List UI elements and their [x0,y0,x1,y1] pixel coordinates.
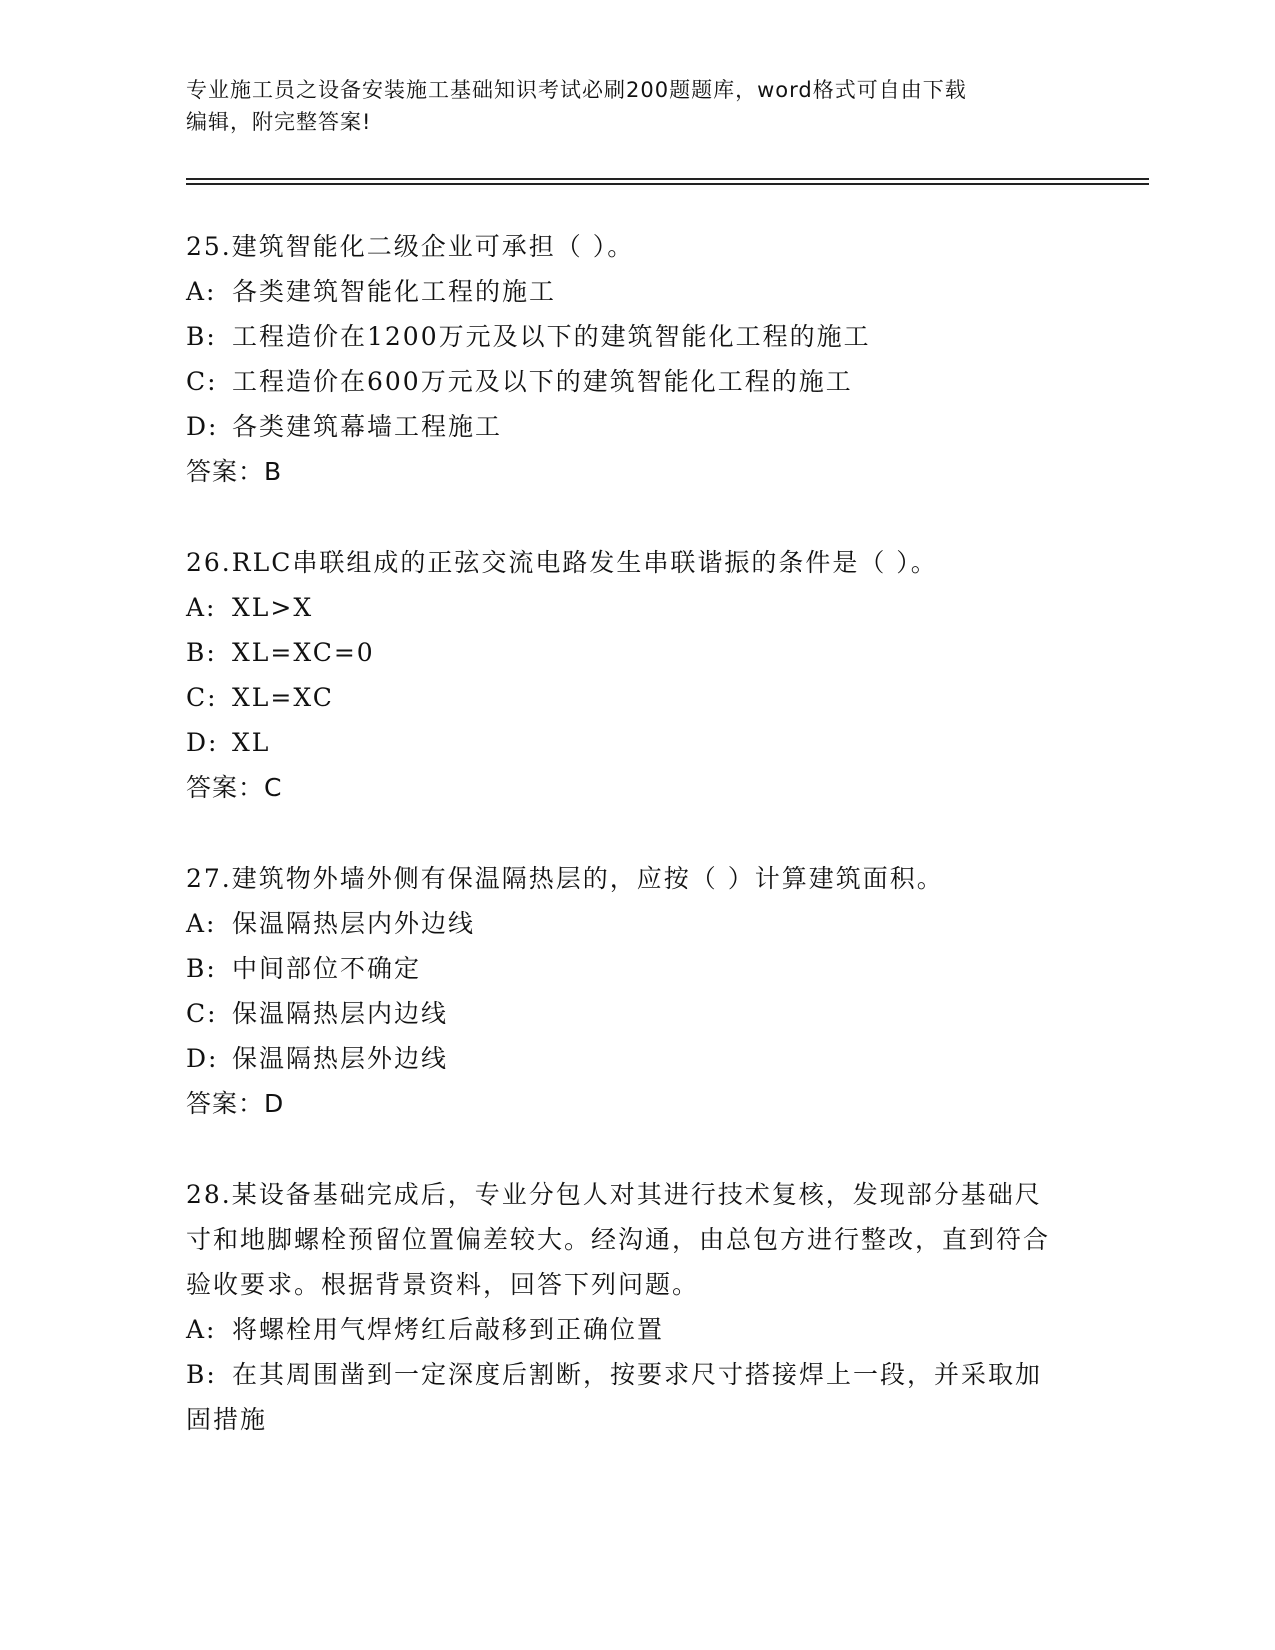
option-text: 在其周围凿到一定深度后割断，按要求尺寸搭接焊上一段，并采取加固措施 [186,1360,1043,1434]
option-key: B: [186,638,217,667]
question-number: 25. [186,232,232,261]
option-key: D: [186,412,219,441]
option-c [186,991,1086,1036]
option-d [186,404,1086,449]
option-b [186,1352,1066,1442]
option-key: B: [186,1360,217,1389]
option-key: C: [186,367,218,396]
option-text: 中间部位不确定 [232,954,422,983]
option-text: XL=XC [232,683,334,712]
answer-line [186,1081,1086,1126]
option-d [186,1036,1086,1081]
answer-value: D [264,1089,285,1118]
answer-line [186,449,1086,494]
option-a [186,585,1086,630]
option-text: 保温隔热层外边线 [232,1044,449,1073]
question-stem [186,224,1086,269]
question-stem [186,1172,1066,1307]
header-divider-top [186,178,1149,180]
option-key: C: [186,683,218,712]
option-text: 保温隔热层内外边线 [232,909,476,938]
question-stem [186,540,1086,585]
question-text: 某设备基础完成后，专业分包人对其进行技术复核，发现部分基础尺寸和地脚螺栓预留位置偏差较大。经沟通，由总包方进行整改，直到符合验收要求。根据背景资料，回答下列问题。 [186,1180,1051,1299]
option-b [186,314,1086,359]
option-text: XL=XC=0 [232,638,375,667]
question-stem [186,856,1086,901]
header-line-1: 专业施工员之设备安装施工基础知识考试必刷200题题库，word格式可自由下载 [186,78,967,102]
option-text: XL>X [232,593,314,622]
option-b [186,630,1086,675]
option-a [186,269,1086,314]
option-key: B: [186,954,217,983]
option-key: D: [186,1044,219,1073]
option-d [186,720,1086,765]
answer-value: B [264,457,283,486]
option-text: 各类建筑智能化工程的施工 [232,277,557,306]
option-text: 将螺栓用气焊烤红后敲移到正确位置 [232,1315,665,1344]
question-text: 建筑智能化二级企业可承担（ ）。 [231,232,635,261]
option-a [186,901,1086,946]
option-c [186,359,1086,404]
question-27 [186,856,1086,1126]
option-key: A: [186,909,217,938]
answer-label: 答案： [186,1089,265,1118]
option-c [186,675,1086,720]
option-key: A: [186,1315,217,1344]
question-26 [186,540,1086,810]
option-key: B: [186,322,217,351]
answer-value: C [264,773,283,802]
question-number: 27. [186,864,232,893]
question-text: 建筑物外墙外侧有保温隔热层的，应按（ ）计算建筑面积。 [231,864,944,893]
option-key: A: [186,593,217,622]
question-text: RLC串联组成的正弦交流电路发生串联谐振的条件是（ ）。 [231,548,938,577]
answer-label: 答案： [186,457,265,486]
answer-line [186,765,1086,810]
option-key: A: [186,277,217,306]
document-header [186,74,1066,138]
question-25 [186,224,1086,494]
question-number: 28. [186,1180,232,1209]
header-divider-bottom [186,183,1149,185]
option-text: 工程造价在1200万元及以下的建筑智能化工程的施工 [232,322,871,351]
option-text: 保温隔热层内边线 [232,999,449,1028]
answer-label: 答案： [186,773,265,802]
option-b [186,946,1086,991]
option-key: C: [186,999,218,1028]
question-number: 26. [186,548,232,577]
option-text: 工程造价在600万元及以下的建筑智能化工程的施工 [232,367,853,396]
option-key: D: [186,728,219,757]
question-28 [186,1172,1066,1442]
option-a [186,1307,1066,1352]
option-text: 各类建筑幕墙工程施工 [232,412,503,441]
header-line-2: 编辑，附完整答案! [186,110,372,134]
option-text: XL [232,728,271,757]
